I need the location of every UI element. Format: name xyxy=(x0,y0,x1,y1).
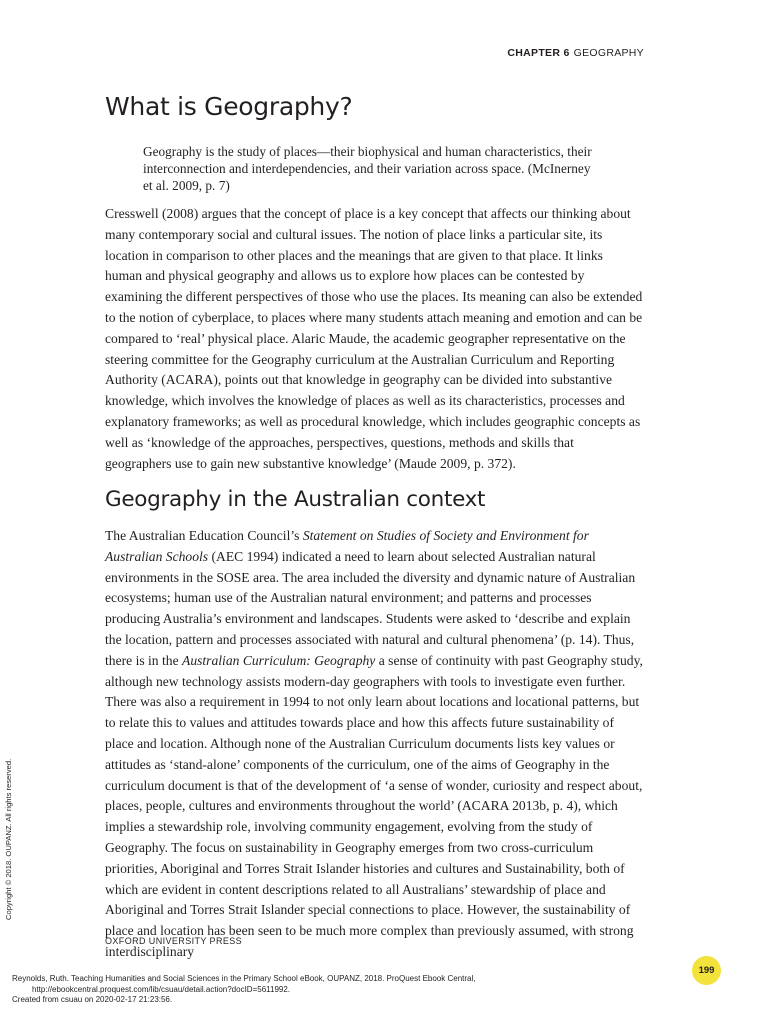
section-heading: Geography in the Australian context xyxy=(105,487,486,512)
body-paragraph-1: Cresswell (2008) argues that the concept of place is a key concept that affects our thinking about many contemporary social and cultural issues. The notion of place links a particular site, its location in comparison to other places and the meanings that are given to that place. It links human and physical geography and allows us to explore how places can be contested by examining the different perspectives of those who use the places. Its meaning can also be extended to the notion of cyberplace, to places where many students attach meaning and emotion and can be compared to ‘real’ physical place. Alaric Maude, the academic geographer representative on the steering committee for the Geography curriculum at the Australian Curriculum and Reporting Authority (ACARA), points out that knowledge in geography can be divided into substantive knowledge, which involves the knowledge of places as well as its characteristics, processes and explanatory frameworks; as well as procedural knowledge, which includes geographic concepts as well as ‘knowledge of the approaches, perspectives, questions, methods and skills that geographers use to gain new substantive knowledge’ (Maude 2009, p. 372). xyxy=(105,206,643,471)
paragraph2-text-3: a sense of continuity with past Geography study, although new technology assists modern-day geographers with tools to investigate even further. There was also a requirement in 1994 to not only learn about locations and locational patterns, but to relate this to values and attitudes towards place and how this affects future sustainability of place and location. Although none of the Australian Curriculum documents lists key values or attitudes as ‘stand-alone’ components of the curriculum, one of the aims of Geography in the curriculum document is that of the development of ‘a sense of wonder, curiosity and respect about, places, people, cultures and environments throughout the world’ (ACARA 2013b, p. 4), which implies a stewardship role, involving community engagement, evolving from the study of Geography. The focus on sustainability in Geography emerges from two cross-curriculum priorities, Aboriginal and Torres Strait Islander histories and cultures and Sustainability, both of which are evident in content descriptions related to all Australians’ stewardship of place and Aboriginal and Torres Strait Islander special connections to place. However, the sustainability of place and location has been seen to be much more complex than previously assumed, with strong interdisciplinary xyxy=(105,652,643,959)
running-header xyxy=(507,47,644,59)
block-quote: Geography is the study of places—their biophysical and human characteristics, their interconnection and interdependencies, and their variation across space. (McInerney et al. 2009, p. 7) xyxy=(143,144,592,194)
body-paragraph-2 xyxy=(105,526,643,963)
publisher-name: OXFORD UNIVERSITY PRESS xyxy=(105,936,243,946)
paragraph2-italic-title-1: Statement on Studies of Society and Environment for Australian Schools xyxy=(105,528,589,564)
chapter-number: CHAPTER 6 xyxy=(507,47,570,59)
page-number: 199 xyxy=(698,965,715,976)
citation-footer xyxy=(12,974,476,1006)
citation-line-2: http://ebookcentral.proquest.com/lib/csuau/detail.action?docID=5611992. xyxy=(32,984,291,994)
page-title: What is Geography? xyxy=(105,92,353,121)
paragraph2-text-1: The Australian Education Council’s xyxy=(105,528,303,543)
page-number-badge xyxy=(692,956,721,985)
paragraph2-italic-title-2: Australian Curriculum: Geography xyxy=(182,652,376,668)
copyright-notice: Copyright © 2018. OUPANZ. All rights reserved. xyxy=(4,758,13,920)
paragraph2-text-2: (AEC 1994) indicated a need to learn about selected Australian natural environments in the SOSE area. The area included the diversity and dynamic nature of Australian ecosystems; human use of the Australian natural environment; and patterns and processes producing Australia’s environment and landscapes. Students were asked to ‘describe and explain the location, pattern and processes associated with natural and cultural phenomena’ (p. 14). Thus, there is in the xyxy=(105,548,636,668)
chapter-name: GEOGRAPHY xyxy=(573,47,644,59)
citation-line-1: Reynolds, Ruth. Teaching Humanities and Social Sciences in the Primary School eBook, OUPANZ, 2018. ProQuest Ebook Central, xyxy=(12,974,476,983)
citation-line-3: Created from csuau on 2020-02-17 21:23:56. xyxy=(12,995,173,1005)
